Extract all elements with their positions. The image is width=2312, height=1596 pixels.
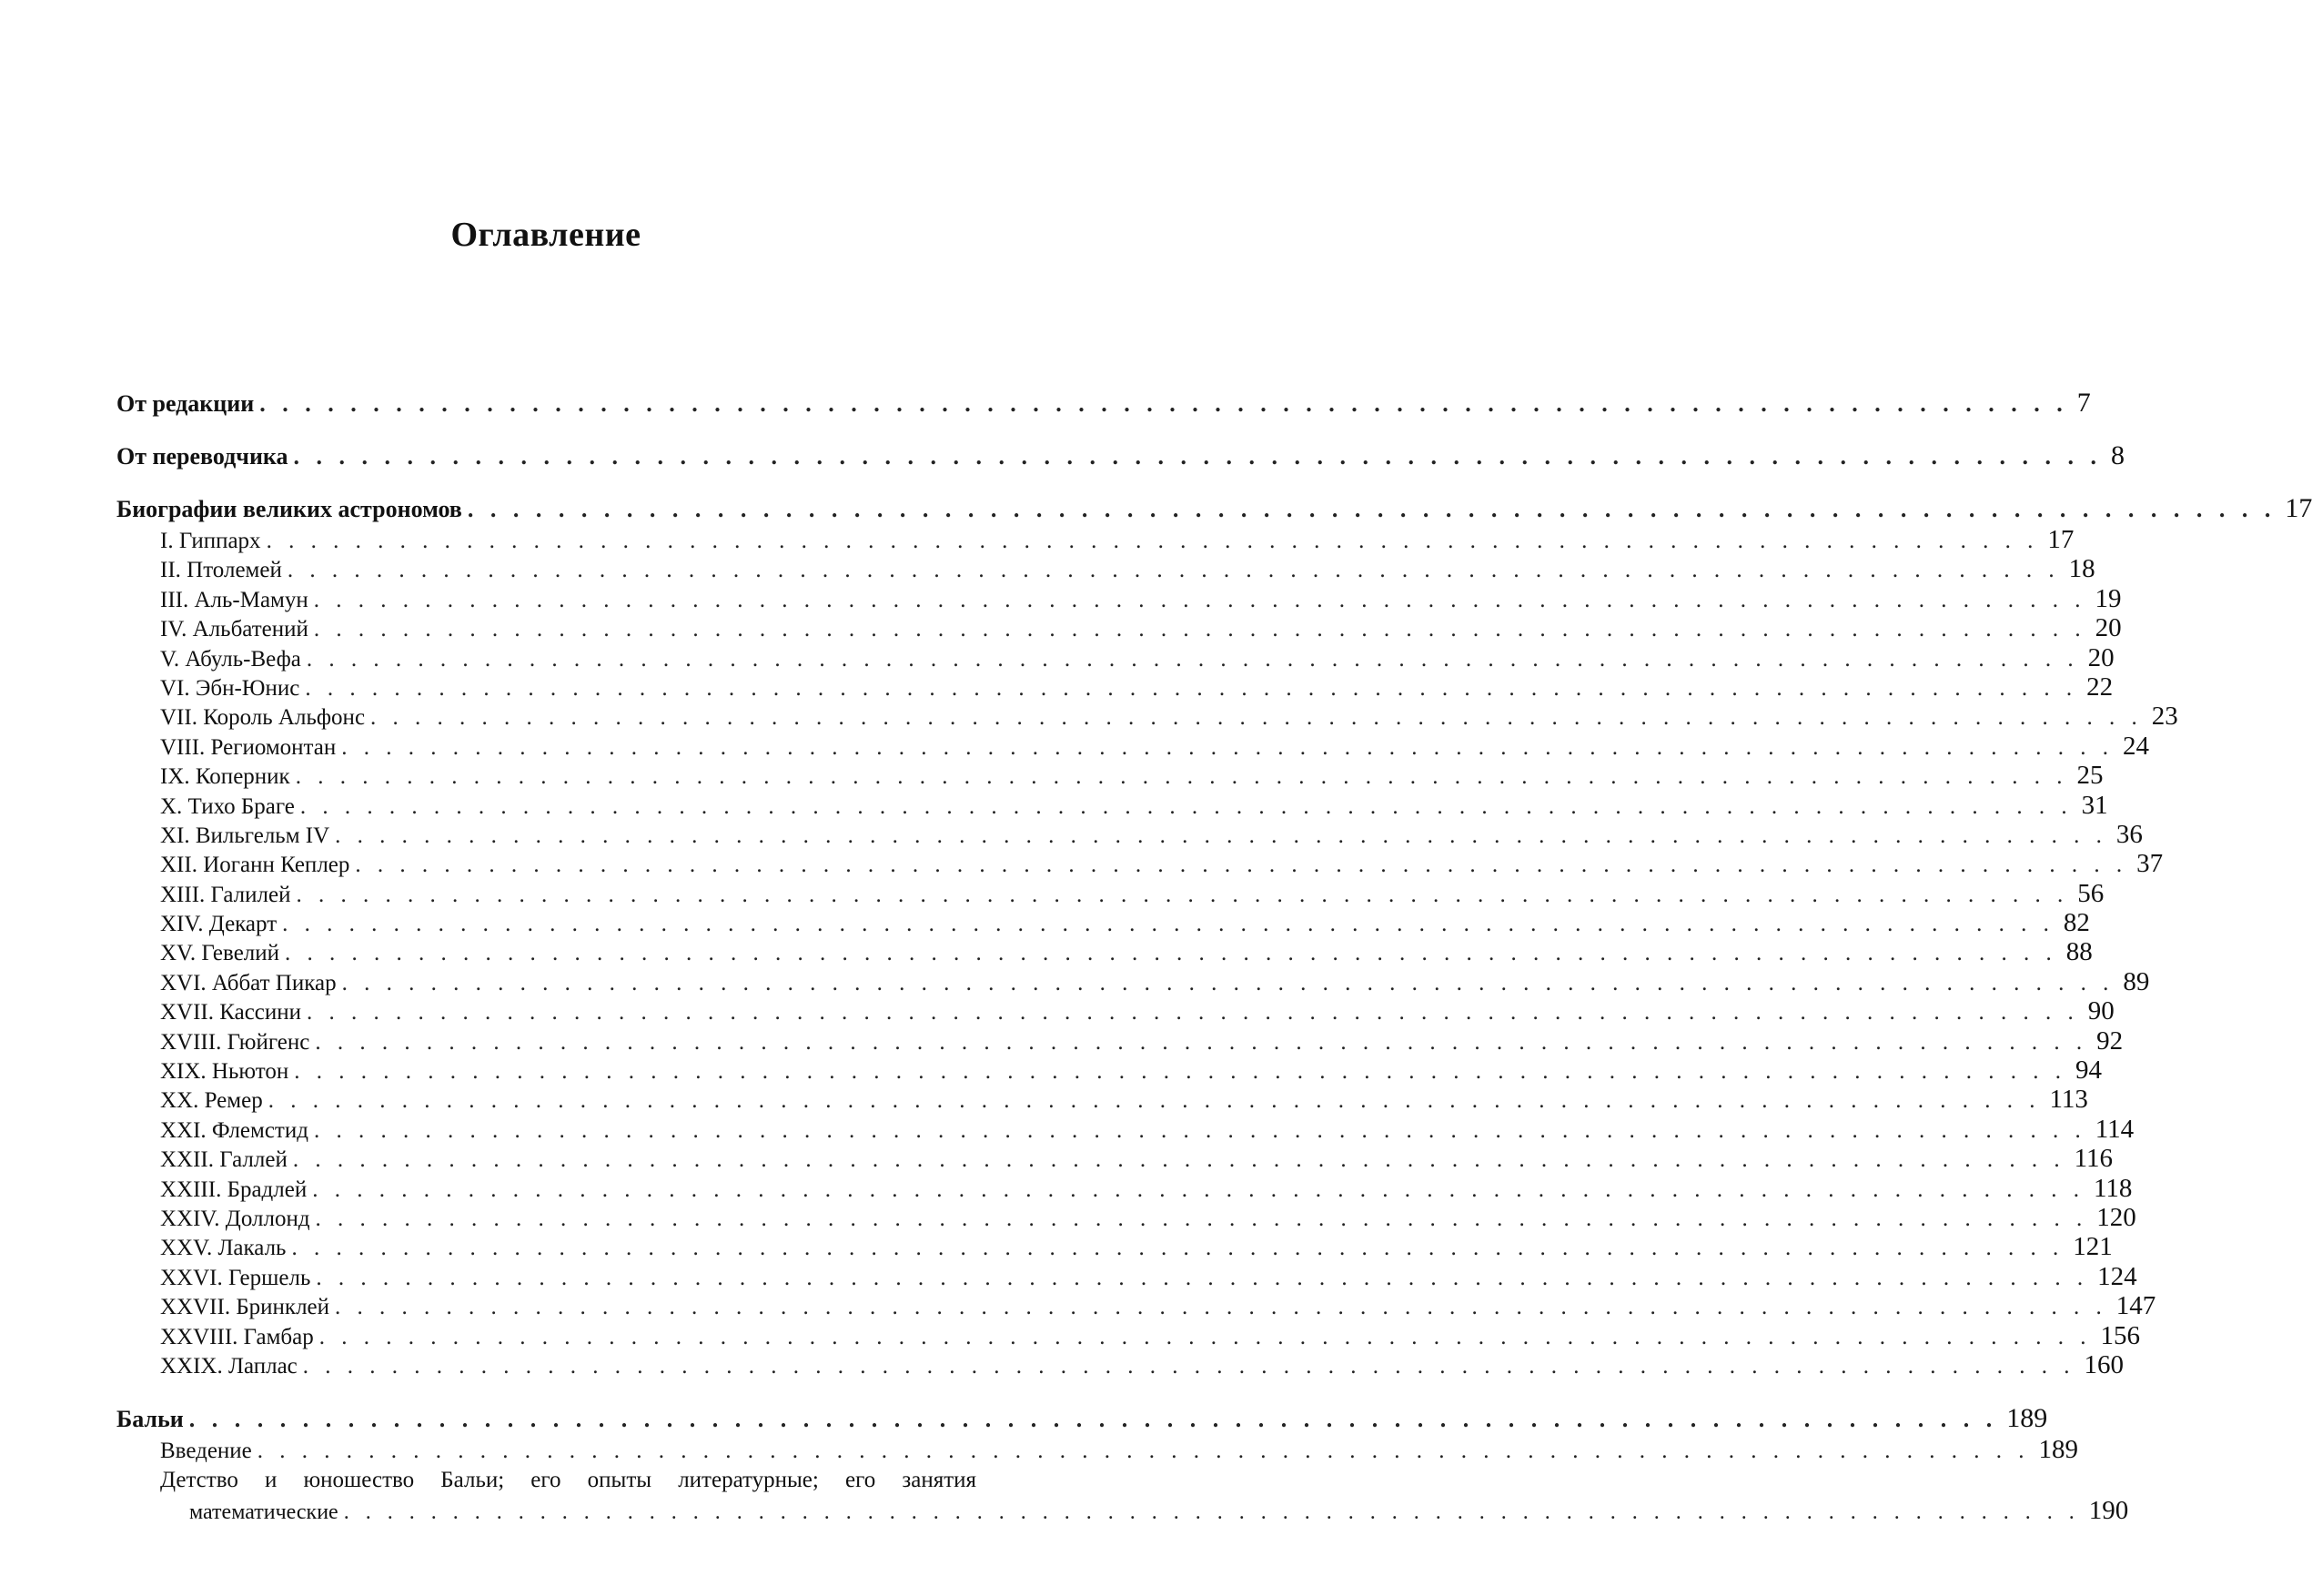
toc-entry-page: 36 <box>2115 819 2143 849</box>
toc-entry-label: XXVI. Гершель <box>160 1265 311 1290</box>
toc-entry-page: 8 <box>2111 440 2125 470</box>
biographies-list <box>116 525 2178 1379</box>
toc-entry-page: 116 <box>2074 1144 2114 1174</box>
toc-entry-biography[interactable] <box>116 966 2150 996</box>
toc-entry-page: 18 <box>2068 554 2095 584</box>
dot-leader: . . . . . . . . . . . . . . . . . . . . . . . . . . . . . . . . . . . . . . . . . . . . . . . . . . . . . . . . . . . . . . . . . . . . . . . . . . . . . . . . <box>370 705 2143 731</box>
toc-entry-label: XIX. Ньютон <box>160 1059 289 1085</box>
toc-entry-page: 156 <box>2100 1320 2140 1350</box>
toc-entry-page: 89 <box>2123 966 2150 996</box>
dot-leader: . . . . . . . . . . . . . . . . . . . . . . . . . . . . . . . . . . . . . . . . . . . . . . . . . . . . . . . . . . . . . . . . . . . . . . . . . . . . . . . . <box>266 529 2039 553</box>
dot-leader: . . . . . . . . . . . . . . . . . . . . . . . . . . . . . . . . . . . . . . . . . . . . . . . . . . . . . . . . . . . . . . . . . . . . . . . . . . . . . . . . <box>306 646 2079 672</box>
toc-entry-page: 19 <box>2095 583 2122 613</box>
dot-leader: . . . . . . . . . . . . . . . . . . . . . . . . . . . . . . . . . . . . . . . . . . . . . . . . . . . . . . . . . . . . . . . . . . . . . . . . . . . . . . . . <box>312 1177 2085 1202</box>
toc-entry-page: 37 <box>2136 849 2164 879</box>
toc-entry-biography[interactable] <box>116 583 2122 613</box>
toc-entry-label: V. Абуль-Вефа <box>160 646 301 672</box>
toc-entry-biography[interactable] <box>116 525 2075 554</box>
toc-entry-biography[interactable] <box>116 1291 2156 1321</box>
toc-entry-bailly-childhood-line2[interactable] <box>116 1495 2129 1525</box>
toc-entry-page: 118 <box>2093 1173 2133 1203</box>
dot-leader: . . . . . . . . . . . . . . . . . . . . . . . . . . . . . . . . . . . . . . . . . . . . . . . . . . . . . . . . . . . . . . . . . . . . . . . . . . . . . . . . <box>305 675 2078 701</box>
toc-entry-biography[interactable] <box>116 1202 2136 1232</box>
dot-leader: . . . . . . . . . . . . . . . . . . . . . . . . . . . . . . . . . . . . . . . . . . . . . . . . . . . . . . . . . . . . . . . . . . . . . . . . . . . . . . . . <box>335 823 2107 848</box>
toc-entry-label: VIII. Региомонтан <box>160 734 337 760</box>
dot-leader: . . . . . . . . . . . . . . . . . . . . . . . . . . . . . . . . . . . . . . . . . . . . . . . . . . . . . . . . . . . . . . . . . . . . . . . . . . . . . . . . <box>316 1265 2089 1290</box>
toc-entry-label: Бальи <box>116 1406 184 1433</box>
toc-entry-biography[interactable] <box>116 849 2164 879</box>
dot-leader: . . . . . . . . . . . . . . . . . . . . . . . . . . . . . . . . . . . . . . . . . . . . . . . . . . . . . . . . . . . . . . . . . . . . . . . . . . . . . . . . <box>282 912 2055 937</box>
toc-entry-label: Биографии великих астрономов <box>116 496 462 522</box>
dot-leader: . . . . . . . . . . . . . . . . . . . . . . . . . . . . . . . . . . . . . . . . . . . . . . . . . . . . . . . . . . . . . . . . . . . . . . . . . . . . . . . . <box>335 1295 2107 1320</box>
toc-entry-biography[interactable] <box>116 908 2090 938</box>
toc-entry-label: I. Гиппарх <box>160 529 261 553</box>
toc-entry-editorial[interactable] <box>116 387 2091 419</box>
toc-entry-page: 113 <box>2049 1085 2088 1115</box>
dot-leader: . . . . . . . . . . . . . . . . . . . . . . . . . . . . . . . . . . . . . . . . . . . . . . . . . . . . . . . . . . . . . . . . . . . . . . . . . . . . . . . . <box>294 1059 2066 1085</box>
toc-entry-bailly-childhood-line1[interactable]: Детство и юношество Бальи; его опыты литературные; его занятия <box>160 1467 976 1492</box>
dot-leader: . . . . . . . . . . . . . . . . . . . . . . . . . . . . . . . . . . . . . . . . . . . . . . . . . . . . . . . . . . . . . . . . . . . . . . . . . . . . . . . . <box>315 1029 2088 1055</box>
dot-leader: . . . . . . . . . . . . . . . . . . . . . . . . . . . . . . . . . . . . . . . . . . . . . . . . . . . . . . . . . . . . . . . . . . . . . . . . . . . . . . . . <box>313 617 2086 642</box>
dot-leader: . . . . . . . . . . . . . . . . . . . . . . . . . . . . . . . . . . . . . . . . . . . . . . . . . . . . . . . . . . . . . . . . . . . . . . . . . . . . . . . . <box>293 443 2103 470</box>
dot-leader: . . . . . . . . . . . . . . . . . . . . . . . . . . . . . . . . . . . . . . . . . . . . . . . . . . . . . . . . . . . . . . . . . . . . . . . . . . . . . . . . <box>467 496 2277 522</box>
toc-entry-label: XI. Вильгельм IV <box>160 823 330 848</box>
dot-leader: . . . . . . . . . . . . . . . . . . . . . . . . . . . . . . . . . . . . . . . . . . . . . . . . . . . . . . . . . . . . . . . . . . . . . . . . . . . . . . . . <box>302 1353 2075 1379</box>
dot-leader: . . . . . . . . . . . . . . . . . . . . . . . . . . . . . . . . . . . . . . . . . . . . . . . . . . . . . . . . . . . . . . . . . . . . . . . . . . . . . . . . <box>313 587 2086 612</box>
toc-entry-label: XV. Гевелий <box>160 941 280 966</box>
dot-leader: . . . . . . . . . . . . . . . . . . . . . . . . . . . . . . . . . . . . . . . . . . . . . . . . . . . . . . . . . . . . . . . . . . . . . . . . . . . . . . . . <box>313 1117 2086 1143</box>
toc-entry-label: XXV. Лакаль <box>160 1236 287 1261</box>
toc-entry-page: 17 <box>2047 525 2075 554</box>
toc-entry-biography[interactable] <box>116 1349 2125 1379</box>
dot-leader: . . . . . . . . . . . . . . . . . . . . . . . . . . . . . . . . . . . . . . . . . . . . . . . . . . . . . . . . . . . . . . . . . . . . . . . . . . . . . . . . <box>315 1206 2088 1231</box>
dot-leader: . . . . . . . . . . . . . . . . . . . . . . . . . . . . . . . . . . . . . . . . . . . . . . . . . . . . . . . . . . . . . . . . . . . . . . . . . . . . . . . . <box>268 1088 2041 1114</box>
dot-leader: . . . . . . . . . . . . . . . . . . . . . . . . . . . . . . . . . . . . . . . . . . . . . . . . . . . . . . . . . . . . . . . . . . . . . . . . . . . . . . . . <box>299 793 2073 819</box>
toc-entry-biography[interactable] <box>116 937 2093 967</box>
toc-entry-label: математические <box>189 1500 338 1524</box>
toc-entry-page: 120 <box>2096 1202 2136 1232</box>
toc-entry-page: 24 <box>2123 731 2150 761</box>
toc-entry-page: 22 <box>2086 672 2114 702</box>
toc-entry-label: XVII. Кассини <box>160 1000 302 1025</box>
toc-entry-label: IX. Коперник <box>160 764 290 790</box>
toc-entry-biography[interactable] <box>116 1085 2088 1115</box>
toc-entry-page: 124 <box>2097 1261 2137 1291</box>
toc-entry-label: X. Тихо Браге <box>160 793 295 819</box>
dot-leader: . . . . . . . . . . . . . . . . . . . . . . . . . . . . . . . . . . . . . . . . . . . . . . . . . . . . . . . . . . . . . . . . . . . . . . . . . . . . . . . . <box>285 941 2057 966</box>
toc-entry-label: XIV. Декарт <box>160 912 278 937</box>
toc-entry-biography[interactable] <box>116 1114 2135 1144</box>
toc-entry-biography[interactable] <box>116 1173 2133 1203</box>
toc-entry-biography[interactable] <box>116 1232 2113 1262</box>
dot-leader: . . . . . . . . . . . . . . . . . . . . . . . . . . . . . . . . . . . . . . . . . . . . . . . . . . . . . . . . . . . . . . . . . . . . . . . . . . . . . . . . <box>341 734 2115 760</box>
toc-entry-label: XXI. Флемстид <box>160 1117 308 1143</box>
toc-entry-bailly-intro[interactable] <box>116 1435 2079 1465</box>
dot-leader: . . . . . . . . . . . . . . . . . . . . . . . . . . . . . . . . . . . . . . . . . . . . . . . . . . . . . . . . . . . . . . . . . . . . . . . . . . . . . . . . <box>343 1500 2080 1524</box>
dot-leader: . . . . . . . . . . . . . . . . . . . . . . . . . . . . . . . . . . . . . . . . . . . . . . . . . . . . . . . . . . . . . . . . . . . . . . . . . . . . . . . . <box>259 390 2068 417</box>
toc-entry-page: 190 <box>2088 1495 2129 1525</box>
toc-entry-page: 189 <box>2006 1403 2048 1434</box>
toc-entry-label: VII. Король Альфонс <box>160 705 366 731</box>
toc-entry-biography[interactable] <box>116 1056 2102 1086</box>
toc-entry-page: 160 <box>2084 1349 2125 1379</box>
dot-leader: . . . . . . . . . . . . . . . . . . . . . . . . . . . . . . . . . . . . . . . . . . . . . . . . . . . . . . . . . . . . . . . . . . . . . . . . . . . . . . . . <box>188 1406 1998 1433</box>
dot-leader: . . . . . . . . . . . . . . . . . . . . . . . . . . . . . . . . . . . . . . . . . . . . . . . . . . . . . . . . . . . . . . . . . . . . . . . . . . . . . . . . <box>257 1439 2030 1464</box>
toc-entry-biography[interactable] <box>116 702 2178 732</box>
toc-entry-biography[interactable] <box>116 1144 2114 1174</box>
toc-entry-label: От переводчика <box>116 443 288 470</box>
dot-leader: . . . . . . . . . . . . . . . . . . . . . . . . . . . . . . . . . . . . . . . . . . . . . . . . . . . . . . . . . . . . . . . . . . . . . . . . . . . . . . . . <box>296 882 2069 907</box>
dot-leader: . . . . . . . . . . . . . . . . . . . . . . . . . . . . . . . . . . . . . . . . . . . . . . . . . . . . . . . . . . . . . . . . . . . . . . . . . . . . . . . . <box>341 970 2115 995</box>
toc-entry-label: XIII. Галилей <box>160 882 291 907</box>
toc-entry-biography[interactable] <box>116 1320 2140 1350</box>
page-title: Оглавление <box>450 216 641 254</box>
toc-entry-biography[interactable] <box>116 554 2095 584</box>
toc-entry-label: VI. Эбн-Юнис <box>160 675 300 701</box>
toc-entry-page: 94 <box>2075 1056 2102 1086</box>
toc-entry-page: 147 <box>2115 1291 2156 1321</box>
toc-entry-page: 25 <box>2076 761 2104 791</box>
toc-entry-translator[interactable] <box>116 439 2125 472</box>
dot-leader: . . . . . . . . . . . . . . . . . . . . . . . . . . . . . . . . . . . . . . . . . . . . . . . . . . . . . . . . . . . . . . . . . . . . . . . . . . . . . . . . <box>355 853 2128 878</box>
toc-entry-biography[interactable] <box>116 1261 2137 1291</box>
toc-entry-label: XVIII. Гюйгенс <box>160 1029 310 1055</box>
toc-entry-page: 92 <box>2096 1025 2124 1056</box>
toc-entry-biography[interactable] <box>116 819 2143 849</box>
toc-entry-page: 56 <box>2077 878 2105 908</box>
toc-entry-biography[interactable] <box>116 672 2114 702</box>
toc-entry-biography[interactable] <box>116 613 2122 643</box>
toc-section-bailly[interactable] <box>116 1402 2048 1435</box>
toc-entry-label: IV. Альбатений <box>160 617 308 642</box>
toc-entry-label: XXIX. Лаплас <box>160 1353 298 1379</box>
toc-entry-biography[interactable] <box>116 790 2108 820</box>
toc-entry-label: XXII. Галлей <box>160 1147 288 1173</box>
table-of-contents <box>116 387 2312 1525</box>
toc-entry-biography[interactable] <box>116 642 2115 672</box>
toc-entry-page: 23 <box>2151 702 2178 732</box>
toc-entry-page: 189 <box>2038 1435 2079 1465</box>
dot-leader: . . . . . . . . . . . . . . . . . . . . . . . . . . . . . . . . . . . . . . . . . . . . . . . . . . . . . . . . . . . . . . . . . . . . . . . . . . . . . . . . <box>292 1147 2065 1173</box>
toc-entry-label: От редакции <box>116 390 255 417</box>
dot-leader: . . . . . . . . . . . . . . . . . . . . . . . . . . . . . . . . . . . . . . . . . . . . . . . . . . . . . . . . . . . . . . . . . . . . . . . . . . . . . . . . <box>318 1324 2092 1349</box>
dot-leader: . . . . . . . . . . . . . . . . . . . . . . . . . . . . . . . . . . . . . . . . . . . . . . . . . . . . . . . . . . . . . . . . . . . . . . . . . . . . . . . . <box>307 1000 2079 1025</box>
toc-entry-biography[interactable] <box>116 1025 2124 1056</box>
toc-entry-page: 17 <box>2285 493 2312 523</box>
toc-entry-label: XXVIII. Гамбар <box>160 1324 314 1349</box>
toc-entry-biography[interactable] <box>116 996 2115 1026</box>
dot-leader: . . . . . . . . . . . . . . . . . . . . . . . . . . . . . . . . . . . . . . . . . . . . . . . . . . . . . . . . . . . . . . . . . . . . . . . . . . . . . . . . <box>291 1236 2065 1261</box>
dot-leader: . . . . . . . . . . . . . . . . . . . . . . . . . . . . . . . . . . . . . . . . . . . . . . . . . . . . . . . . . . . . . . . . . . . . . . . . . . . . . . . . <box>287 558 2060 583</box>
toc-entry-page: 7 <box>2076 388 2091 418</box>
toc-entry-label: XXIII. Брадлей <box>160 1177 308 1202</box>
toc-entry-biography[interactable] <box>116 761 2104 791</box>
toc-entry-label: XVI. Аббат Пикар <box>160 970 337 995</box>
toc-entry-page: 20 <box>2095 613 2122 643</box>
toc-entry-label: II. Птолемей <box>160 558 282 583</box>
toc-entry-page: 20 <box>2087 642 2115 672</box>
toc-entry-page: 90 <box>2087 996 2115 1026</box>
toc-entry-page: 121 <box>2073 1232 2113 1262</box>
toc-entry-label: XXVII. Бринклей <box>160 1295 330 1320</box>
toc-entry-biography[interactable] <box>116 731 2150 761</box>
toc-entry-label: XII. Иоганн Кеплер <box>160 853 350 878</box>
toc-entry-label: XX. Ремер <box>160 1088 263 1114</box>
toc-entry-page: 82 <box>2063 908 2090 938</box>
toc-entry-page: 114 <box>2095 1114 2135 1144</box>
toc-entry-page: 88 <box>2065 937 2093 967</box>
toc-section-biographies[interactable] <box>116 492 2312 525</box>
toc-entry-biography[interactable] <box>116 878 2105 908</box>
dot-leader: . . . . . . . . . . . . . . . . . . . . . . . . . . . . . . . . . . . . . . . . . . . . . . . . . . . . . . . . . . . . . . . . . . . . . . . . . . . . . . . . <box>295 764 2068 790</box>
toc-entry-label: III. Аль-Мамун <box>160 587 308 612</box>
toc-entry-page: 31 <box>2081 790 2108 820</box>
toc-entry-label: XXIV. Доллонд <box>160 1206 310 1231</box>
toc-entry-label: Введение <box>160 1439 252 1464</box>
